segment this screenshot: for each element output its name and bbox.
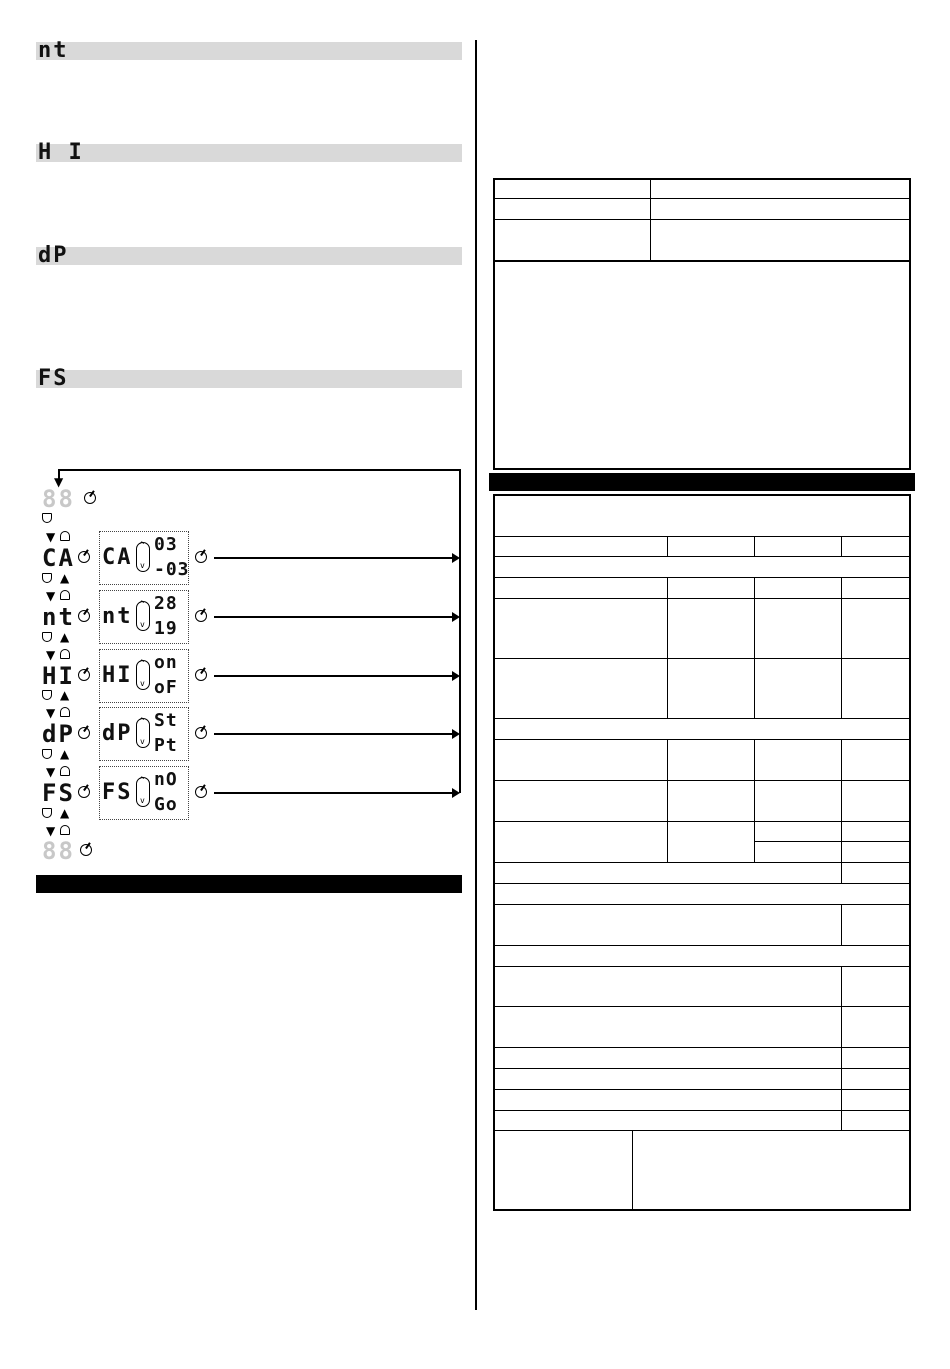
arrow-up-icon: ▲: [60, 806, 70, 820]
value-top-dp: St: [154, 710, 178, 731]
table-row-line: [493, 780, 911, 781]
updown-control[interactable]: [136, 777, 150, 807]
section-bar-fs: [36, 366, 462, 391]
knob-icon[interactable]: [78, 610, 90, 622]
arrow-line: [214, 675, 452, 677]
table-row-line: [493, 821, 911, 822]
arrow-right-icon: [452, 612, 460, 622]
section-bar-hi: [36, 140, 462, 165]
table-col-line: [667, 536, 668, 556]
arrow-right-icon: [452, 729, 460, 739]
detail-code-nt: nt: [102, 604, 133, 629]
column-divider: [475, 40, 477, 1310]
arrow-down-icon: ▼: [54, 475, 64, 489]
table-row-line: [493, 556, 911, 557]
detail-code-fs: FS: [102, 780, 133, 805]
table-col-line: [667, 739, 668, 862]
arrow-down-icon: ▼: [46, 648, 56, 662]
loop-top-line: [58, 469, 460, 471]
table-row-line: [493, 739, 911, 740]
menu-code-fs: FS: [42, 779, 75, 807]
table-row-line: [493, 883, 911, 884]
menu-code-hi: HI: [42, 662, 75, 690]
table-row-line: [493, 1047, 911, 1048]
menu-code-ca: CA: [42, 544, 75, 572]
section-code-nt: nt: [38, 38, 69, 63]
table-col-line: [754, 536, 755, 556]
arrow-up-icon: ▲: [60, 571, 70, 585]
arrow-up-icon: ▲: [60, 747, 70, 761]
knob-icon[interactable]: [78, 669, 90, 681]
knob-icon[interactable]: [78, 551, 90, 563]
table-row-line: [493, 1068, 911, 1069]
table-row-line: [493, 862, 911, 863]
value-top-hi: on: [154, 652, 178, 673]
section-black-bar: [489, 473, 915, 491]
table-col-line: [841, 577, 842, 718]
updown-control[interactable]: [136, 718, 150, 748]
knob-icon[interactable]: [195, 551, 207, 563]
table-col-line: [754, 739, 755, 862]
arrow-line: [214, 557, 452, 559]
table-col-line: [650, 178, 651, 260]
table-col-line: [841, 739, 842, 883]
knob-icon[interactable]: [195, 727, 207, 739]
value-bottom-hi: oF: [154, 677, 178, 698]
table-row-line: [493, 966, 911, 967]
up-button-icon[interactable]: [60, 766, 70, 776]
table-col-line: [841, 536, 842, 556]
table-row-line: [493, 536, 911, 537]
table-frame: [493, 178, 911, 470]
down-button-icon[interactable]: [42, 690, 52, 700]
start-display: 88: [42, 485, 75, 513]
section-code-fs: FS: [38, 366, 69, 391]
value-bottom-dp: Pt: [154, 735, 178, 756]
section-bar-nt: [36, 38, 462, 63]
updown-control[interactable]: [136, 660, 150, 690]
table-row-line: [493, 198, 911, 199]
table-row-line: [493, 219, 911, 220]
knob-icon[interactable]: [78, 727, 90, 739]
arrow-down-icon: ▼: [46, 765, 56, 779]
updown-control[interactable]: [136, 542, 150, 572]
arrow-down-icon: ▼: [46, 589, 56, 603]
section-black-bar: [36, 875, 462, 893]
value-top-nt: 28: [154, 593, 178, 614]
table-col-line: [754, 577, 755, 718]
section-code-dp: dP: [38, 243, 69, 268]
arrow-up-icon: ▲: [60, 630, 70, 644]
down-button-icon[interactable]: [42, 632, 52, 642]
table-row-line: [493, 598, 911, 599]
table-row-line: [493, 1006, 911, 1007]
up-button-icon[interactable]: [60, 707, 70, 717]
section-bar-dp: [36, 243, 462, 268]
table-row-line: [493, 260, 911, 262]
table-row-line: [493, 945, 911, 946]
detail-code-ca: CA: [102, 545, 133, 570]
arrow-line: [214, 733, 452, 735]
up-button-icon[interactable]: [60, 825, 70, 835]
arrow-line: [214, 616, 452, 618]
table-col-line: [841, 966, 842, 1130]
table-frame: [493, 494, 911, 1211]
table-row-line: [493, 1110, 911, 1111]
end-display: 88: [42, 837, 75, 865]
knob-icon[interactable]: [195, 610, 207, 622]
knob-icon[interactable]: [80, 844, 92, 856]
arrow-right-icon: [452, 788, 460, 798]
table-row-line: [493, 1089, 911, 1090]
arrow-line: [214, 792, 452, 794]
up-button-icon[interactable]: [60, 531, 70, 541]
table-row-line: [493, 1130, 911, 1131]
down-button-icon[interactable]: [42, 808, 52, 818]
detail-code-hi: HI: [102, 663, 133, 688]
value-bottom-ca: -03: [154, 559, 190, 580]
value-top-ca: 03: [154, 534, 178, 555]
menu-code-dp: dP: [42, 720, 75, 748]
value-top-fs: nO: [154, 769, 178, 790]
down-button-icon[interactable]: [42, 749, 52, 759]
section-code-hi: H I: [38, 140, 84, 165]
arrow-right-icon: [452, 671, 460, 681]
table-row-line: [493, 658, 911, 659]
table-row-line: [493, 577, 911, 578]
table-row-line: [493, 718, 911, 719]
down-button-icon[interactable]: [42, 573, 52, 583]
knob-icon[interactable]: [195, 669, 207, 681]
arrow-up-icon: ▲: [60, 688, 70, 702]
value-bottom-fs: Go: [154, 794, 178, 815]
table-col-line: [632, 1130, 633, 1211]
menu-code-nt: nt: [42, 603, 75, 631]
knob-icon[interactable]: [195, 786, 207, 798]
updown-control[interactable]: [136, 601, 150, 631]
arrow-down-icon: ▼: [46, 824, 56, 838]
arrow-right-icon: [452, 553, 460, 563]
arrow-down-icon: ▼: [46, 706, 56, 720]
value-bottom-nt: 19: [154, 618, 178, 639]
arrow-down-icon: ▼: [46, 530, 56, 544]
detail-code-dp: dP: [102, 721, 133, 746]
up-button-icon[interactable]: [60, 649, 70, 659]
table-row-line: [493, 904, 911, 905]
up-button-icon[interactable]: [60, 590, 70, 600]
table-col-line: [667, 577, 668, 718]
down-button-icon[interactable]: [42, 513, 52, 523]
knob-icon[interactable]: [78, 786, 90, 798]
table-row-line: [754, 841, 911, 842]
table-col-line: [841, 904, 842, 945]
knob-icon[interactable]: [84, 492, 96, 504]
loop-right-line: [459, 469, 461, 793]
